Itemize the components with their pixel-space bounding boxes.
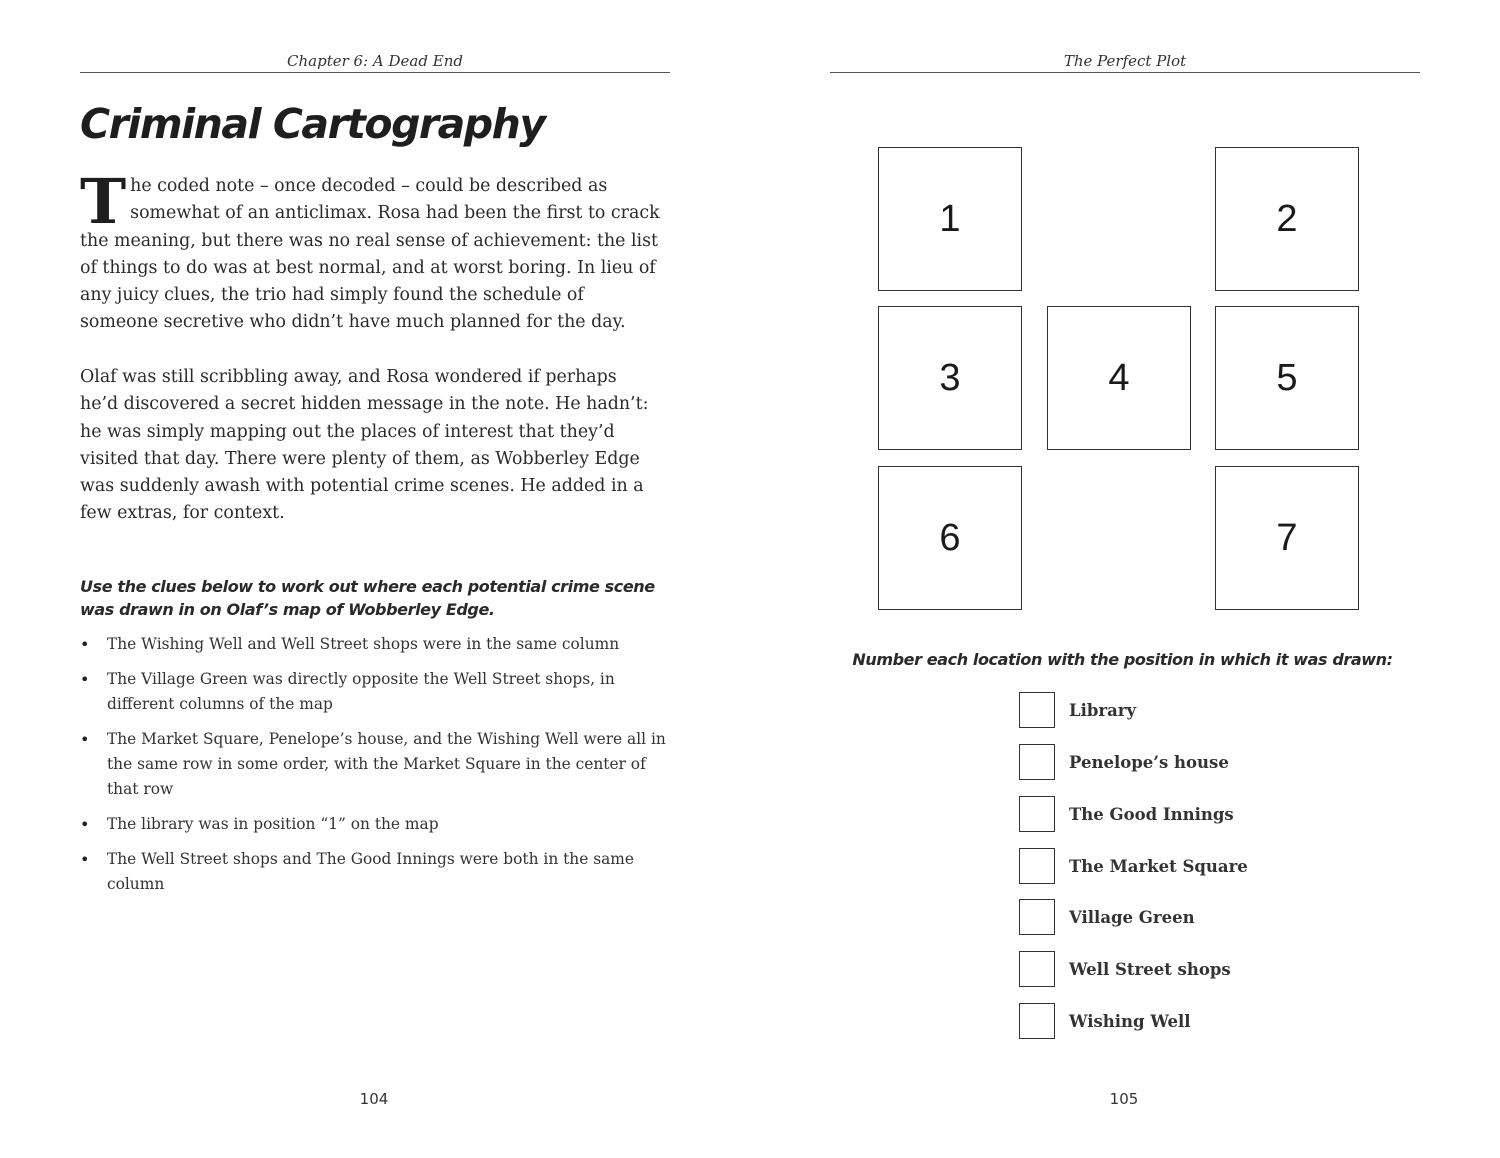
answer-row-good-innings <box>1019 795 1234 833</box>
right-page <box>750 0 1500 1158</box>
location-label: Village Green <box>1069 907 1195 927</box>
answer-row-penelopes-house <box>1019 743 1229 781</box>
map-position-3: 3 <box>878 306 1022 450</box>
clue-item <box>80 812 670 837</box>
page-number-left: 104 <box>359 1090 389 1108</box>
location-label: Wishing Well <box>1069 1011 1191 1031</box>
location-label: Well Street shops <box>1069 959 1231 979</box>
clue-text: The Market Square, Penelope’s house, and the Wishing Well were all in the same row in some order, with the Market Square in the center of that row <box>107 730 666 798</box>
location-label: The Market Square <box>1069 856 1248 876</box>
map-position-5: 5 <box>1215 306 1359 450</box>
clue-item <box>80 847 670 897</box>
answer-box[interactable] <box>1019 899 1055 935</box>
answer-row-village-green <box>1019 898 1195 936</box>
map-position-2: 2 <box>1215 147 1359 291</box>
bullet-icon: • <box>80 635 90 654</box>
map-position-7: 7 <box>1215 466 1359 610</box>
clue-text: The library was in position “1” on the map <box>107 815 439 833</box>
paragraph-1-text: he coded note – once decoded – could be described as somewhat of an anticlimax. Rosa had been the first to crack the meaning, but there was no real sense of achievement: the list of things to do was at best normal, and at worst boring. In lieu of any juicy clues, the trio had simply found the schedule of someone secretive who didn’t have much planned for the day. <box>80 176 660 333</box>
location-label: The Good Innings <box>1069 804 1234 824</box>
clue-list <box>80 632 670 907</box>
answer-box[interactable] <box>1019 744 1055 780</box>
page-title: Criminal Cartography <box>80 100 545 148</box>
answer-box[interactable] <box>1019 848 1055 884</box>
clue-item <box>80 727 670 802</box>
page-number-right: 105 <box>1109 1090 1139 1108</box>
clue-text: The Village Green was directly opposite the Well Street shops, in different columns of the map <box>107 670 615 713</box>
map-position-6: 6 <box>878 466 1022 610</box>
bullet-icon: • <box>80 850 90 869</box>
map-position-1: 1 <box>878 147 1022 291</box>
answer-box[interactable] <box>1019 951 1055 987</box>
clue-item <box>80 632 670 657</box>
paragraph-2: Olaf was still scribbling away, and Rosa wondered if perhaps he’d discovered a secret hidden message in the note. He hadn’t: he was simply mapping out the places of interest that they’d visited that day. There were plenty of them, as Wobberley Edge was suddenly awash with potential crime scenes. He added in a few extras, for context. <box>80 367 649 524</box>
bullet-icon: • <box>80 815 90 834</box>
puzzle-instructions: Use the clues below to work out where each potential crime scene was drawn in on Olaf’s map of Wobberley Edge. <box>80 577 655 619</box>
answer-row-market-square <box>1019 847 1248 885</box>
answer-box[interactable] <box>1019 692 1055 728</box>
answer-heading: Number each location with the position in which it was drawn: <box>852 650 1393 669</box>
answer-row-library <box>1019 691 1136 729</box>
bullet-icon: • <box>80 670 90 689</box>
answer-row-well-street-shops <box>1019 950 1231 988</box>
bullet-icon: • <box>80 730 90 749</box>
drop-cap: T <box>80 165 127 238</box>
map-position-4: 4 <box>1047 306 1191 450</box>
clue-item <box>80 667 670 717</box>
answer-row-wishing-well <box>1019 1002 1191 1040</box>
location-label: Penelope’s house <box>1069 752 1229 772</box>
location-label: Library <box>1069 700 1137 720</box>
running-head-left: Chapter 6: A Dead End <box>80 52 670 73</box>
clue-text: The Wishing Well and Well Street shops were in the same column <box>107 635 620 653</box>
clue-text: The Well Street shops and The Good Innings were both in the same column <box>107 850 634 893</box>
answer-box[interactable] <box>1019 1003 1055 1039</box>
answer-box[interactable] <box>1019 796 1055 832</box>
running-head-right: The Perfect Plot <box>830 52 1420 73</box>
paragraph-1 <box>80 165 660 337</box>
